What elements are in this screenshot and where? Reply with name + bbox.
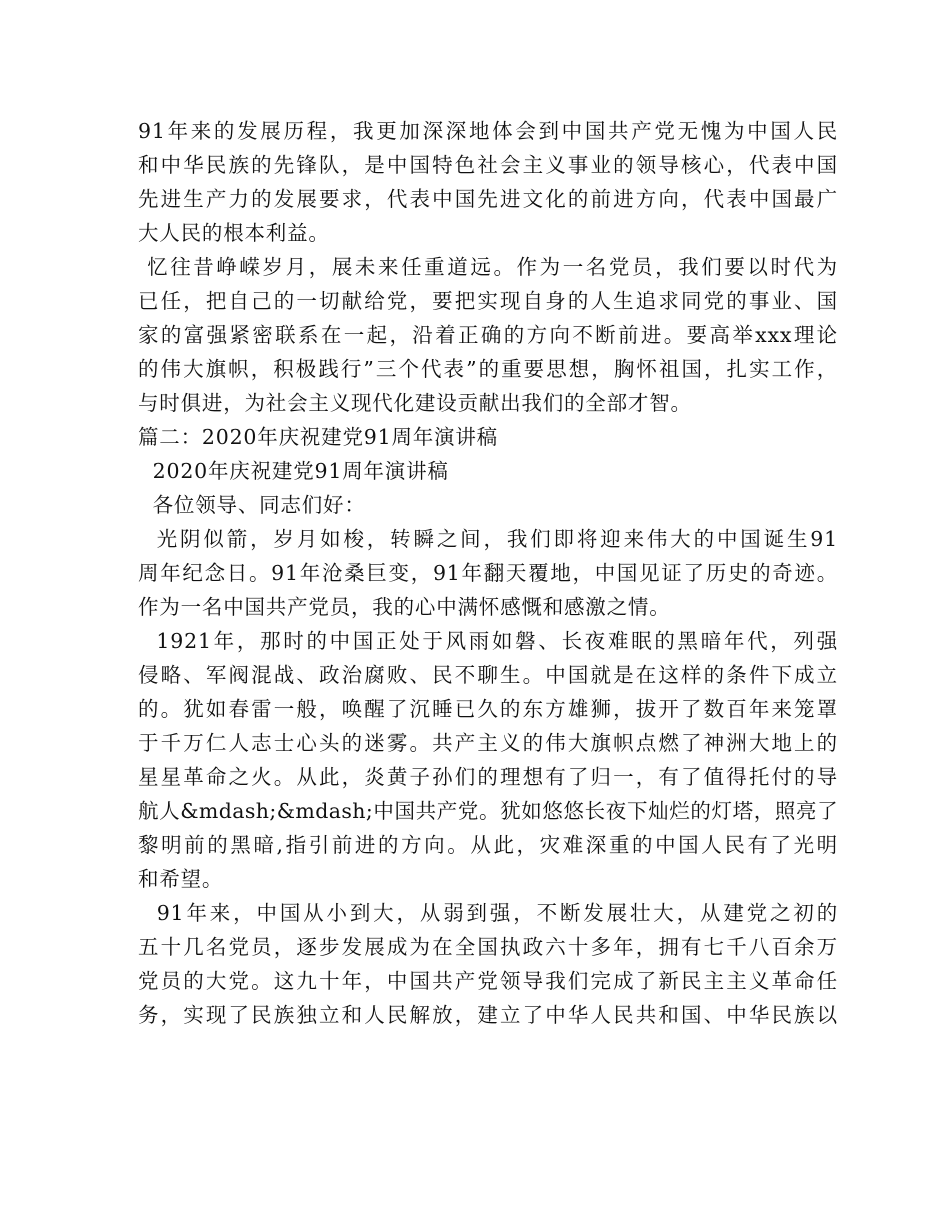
text-line: 光阴似箭，岁月如梭，转瞬之间，我们即将迎来伟大的中国诞生91 <box>138 527 838 551</box>
text-line: 周年纪念日。91年沧桑巨变，91年翻天覆地，中国见证了历史的奇迹。 <box>138 561 838 585</box>
text-line: 星星革命之火。从此，炎黄子孙们的理想有了归一，有了值得托付的导 <box>138 765 838 789</box>
text-line: 务，实现了民族独立和人民解放，建立了中华人民共和国、中华民族以 <box>138 1003 838 1027</box>
text-line: 先进生产力的发展要求，代表中国先进文化的前进方向，代表中国最广 <box>138 187 838 211</box>
text-line: 大人民的根本利益。 <box>138 221 330 245</box>
text-line: 的伟大旗帜，积极践行”三个代表”的重要思想，胸怀祖国，扎实工作， <box>138 357 838 381</box>
document-body <box>138 114 838 1032</box>
text-line: 和中华民族的先锋队，是中国特色社会主义事业的领导核心，代表中国 <box>138 153 838 177</box>
text-line: 91年来的发展历程，我更加深深地体会到中国共产党无愧为中国人民 <box>138 119 838 143</box>
salutation: 各位领导、同志们好： <box>138 493 366 517</box>
text-line: 侵略、军阀混战、政治腐败、民不聊生。中国就是在这样的条件下成立 <box>138 663 838 687</box>
text-line: 1921年，那时的中国正处于风雨如磐、长夜难眠的黑暗年代，列强 <box>138 629 838 653</box>
speech-title: 2020年庆祝建党91周年演讲稿 <box>138 459 449 483</box>
section-heading: 篇二：2020年庆祝建党91周年演讲稿 <box>138 425 498 449</box>
text-line: 已任，把自己的一切献给党，要把实现自身的人生追求同党的事业、国 <box>138 289 838 313</box>
text-line: 五十几名党员，逐步发展成为在全国执政六十多年，拥有七千八百余万 <box>138 935 838 959</box>
text-line: 航人&mdash;&mdash;中国共产党。犹如悠悠长夜下灿烂的灯塔，照亮了 <box>138 799 838 823</box>
text-line: 于千万仁人志士心头的迷雾。共产主义的伟大旗帜点燃了神洲大地上的 <box>138 731 838 755</box>
text-line: 忆往昔峥嵘岁月，展未来任重道远。作为一名党员，我们要以时代为 <box>138 255 838 279</box>
text-line: 和希望。 <box>138 867 224 891</box>
text-line: 与时俱进，为社会主义现代化建设贡献出我们的全部才智。 <box>138 391 692 415</box>
text-line: 家的富强紧密联系在一起，沿着正确的方向不断前进。要高举xxx理论 <box>138 323 838 347</box>
text-line: 的。犹如春雷一般，唤醒了沉睡已久的东方雄狮，拔开了数百年来笼罩 <box>138 697 838 721</box>
text-line: 91年来，中国从小到大，从弱到强，不断发展壮大，从建党之初的 <box>138 901 838 925</box>
text-line: 黎明前的黑暗,指引前进的方向。从此，灾难深重的中国人民有了光明 <box>138 833 838 857</box>
text-line: 党员的大党。这九十年，中国共产党领导我们完成了新民主主义革命任 <box>138 969 838 993</box>
text-line: 作为一名中国共产党员，我的心中满怀感慨和感激之情。 <box>138 595 671 619</box>
